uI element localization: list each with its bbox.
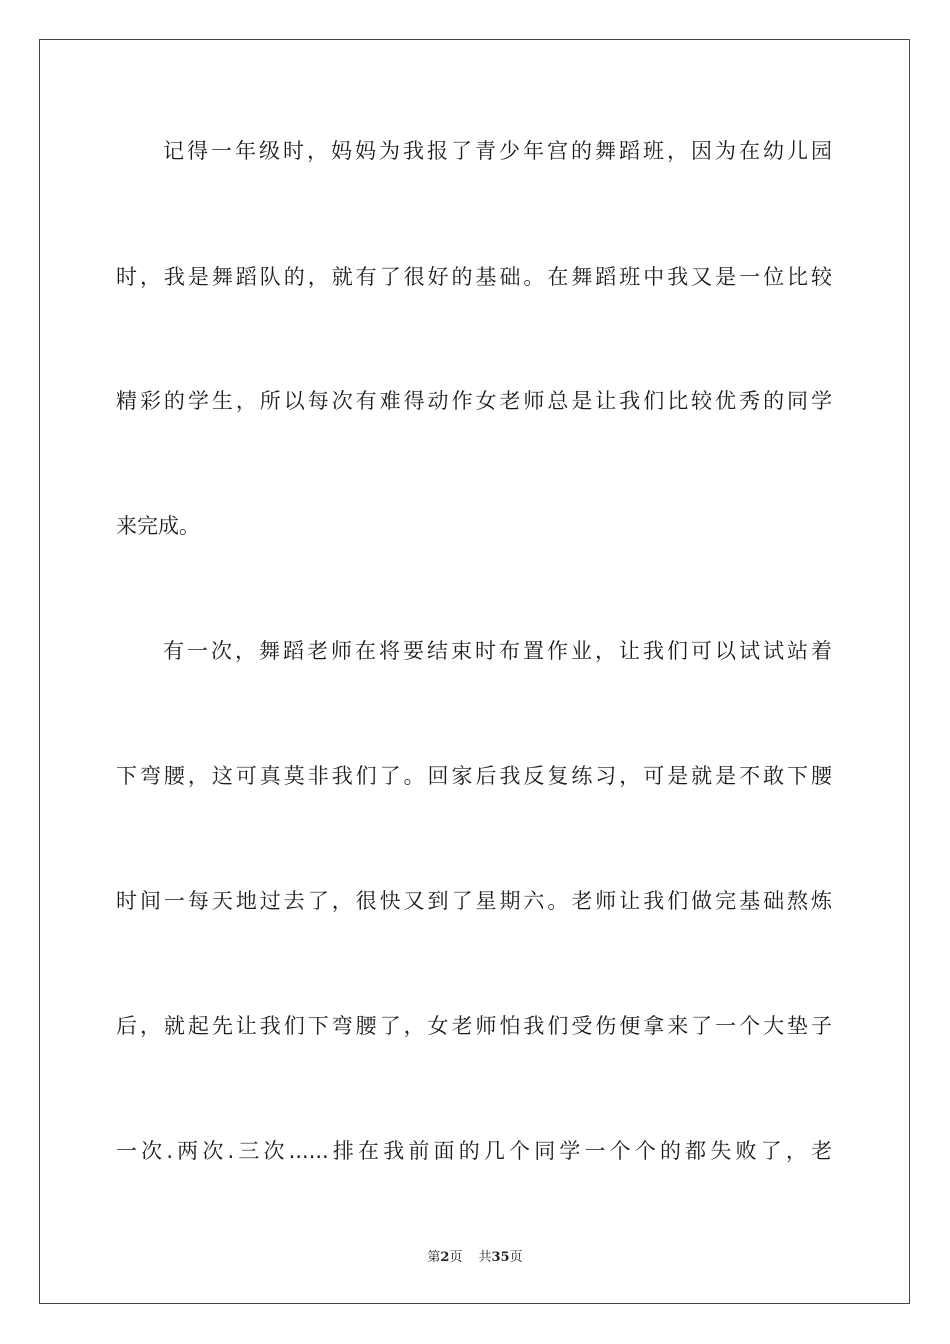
text-line: 后，就起先让我们下弯腰了，女老师怕我们受伤便拿来了一个大垫子	[116, 1014, 832, 1038]
page-suffix: 页	[449, 1250, 463, 1265]
page-number: 2	[440, 1250, 450, 1265]
total-pages: 35	[491, 1250, 510, 1265]
text-line: 一次.两次.三次......排在我前面的几个同学一个个的都失败了，老	[116, 1139, 832, 1163]
total-prefix: 共	[478, 1250, 492, 1265]
text-line: 有一次，舞蹈老师在将要结束时布置作业，让我们可以试试站着	[163, 639, 832, 663]
page-prefix: 第	[427, 1250, 441, 1265]
text-line: 时，我是舞蹈队的，就有了很好的基础。在舞蹈班中我又是一位比较	[116, 265, 832, 289]
total-suffix: 页	[509, 1250, 523, 1265]
text-line: 下弯腰，这可真莫非我们了。回家后我反复练习，可是就是不敢下腰	[116, 764, 832, 788]
page-border	[39, 39, 910, 1304]
text-line: 时间一每天地过去了，很快又到了星期六。老师让我们做完基础熬炼	[116, 889, 832, 913]
text-line: 精彩的学生，所以每次有难得动作女老师总是让我们比较优秀的同学	[116, 389, 832, 413]
page-footer	[0, 1246, 950, 1265]
text-line: 记得一年级时，妈妈为我报了青少年宫的舞蹈班，因为在幼儿园	[163, 139, 832, 163]
text-line: 来完成。	[116, 514, 200, 538]
